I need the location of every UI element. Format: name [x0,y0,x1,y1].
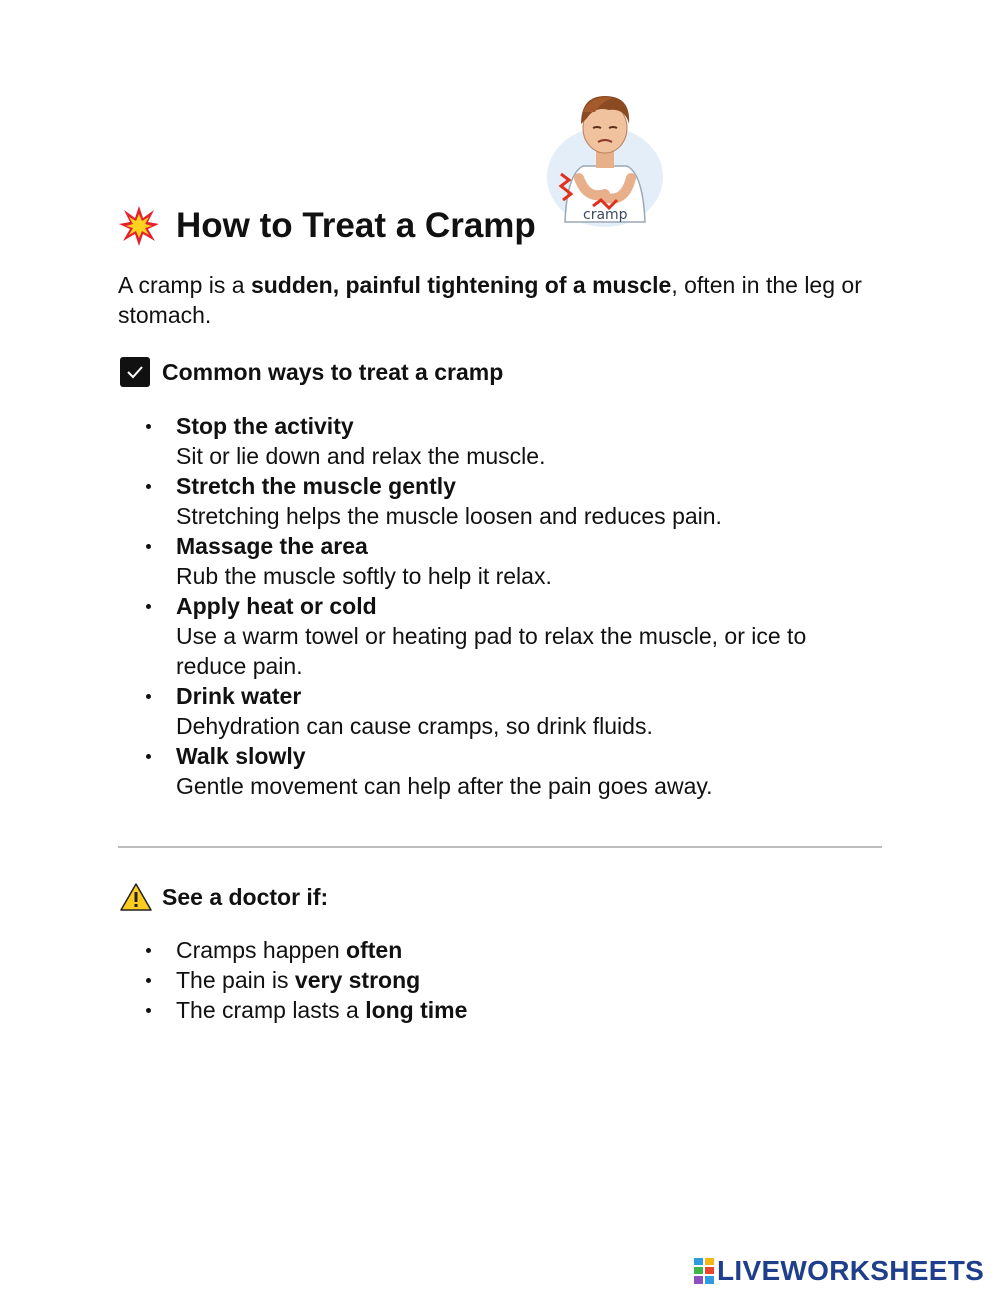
list-item [118,591,878,681]
item-desc: Use a warm towel or heating pad to relax the muscle, or ice to reduce pain. [176,623,807,679]
item-bold: often [346,937,403,963]
treatments-list [118,411,878,801]
item-title: Stop the activity [176,413,354,439]
item-title: Drink water [176,683,302,709]
page-title: How to Treat a Cramp [176,206,536,245]
treatments-heading: Common ways to treat a cramp [162,358,504,385]
warning-icon [120,882,152,912]
list-item [118,411,878,471]
brand-logo [694,1255,984,1287]
item-title: Massage the area [176,533,368,559]
list-item [118,965,878,995]
doctor-heading: See a doctor if: [162,883,329,910]
section-divider [118,846,882,848]
item-desc: Stretching helps the muscle loosen and reduces pain. [176,503,722,529]
brand-text: LIVEWORKSHEETS [717,1255,985,1286]
check-mark-box-icon [120,357,150,387]
list-item [118,471,878,531]
list-item [118,531,878,591]
item-desc: Gentle movement can help after the pain goes away. [176,773,713,799]
item-text: Cramps happen [176,937,347,963]
item-bold: very strong [294,967,421,993]
list-item [118,741,878,801]
item-bold: long time [365,997,468,1023]
item-title: Apply heat or cold [176,593,377,619]
treatments-heading-row [120,357,503,387]
doctor-heading-row [120,882,328,912]
illustration-caption: cramp [583,207,628,223]
title-row [118,203,536,249]
intro-text-after: , often in the leg or stomach. [118,272,862,328]
list-item [118,995,878,1025]
item-desc: Rub the muscle softly to help it relax. [176,563,552,589]
list-item [118,935,878,965]
item-title: Walk slowly [176,743,306,769]
list-item [118,681,878,741]
item-desc: Dehydration can cause cramps, so drink fluids. [176,713,653,739]
item-text: The pain is [176,967,295,993]
liveworksheets-logo-icon [694,1258,714,1284]
collision-icon [118,205,160,247]
item-desc: Sit or lie down and relax the muscle. [176,443,546,469]
intro-text-before: A cramp is a [118,272,251,298]
item-text: The cramp lasts a [176,997,366,1023]
doctor-list [118,935,878,1025]
intro-bold: sudden, painful tightening of a muscle [250,272,672,298]
item-title: Stretch the muscle gently [176,473,456,499]
intro-paragraph [118,270,878,330]
